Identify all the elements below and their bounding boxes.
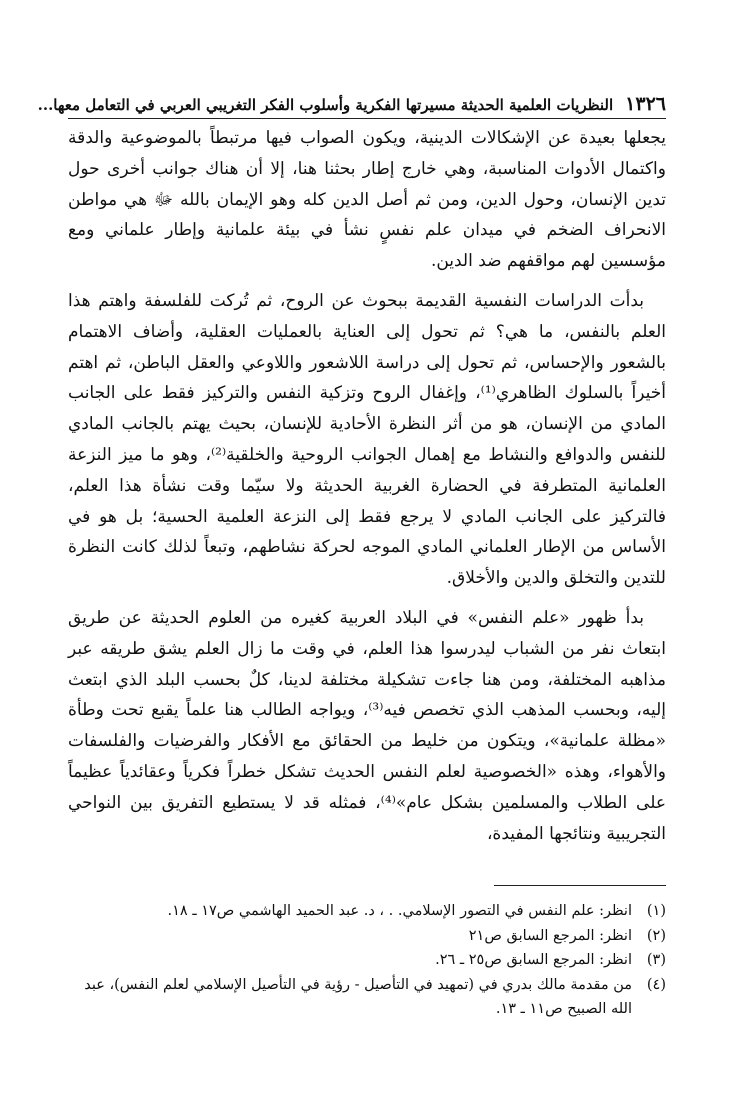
footnote-item (68, 899, 666, 924)
page-header (37, 82, 666, 119)
running-title: النظريات العلمية الحديثة مسيرتها الفكرية وأسلوب الفكر التغريبي العربي في التعامل معها... (37, 96, 614, 114)
footnote-item (68, 973, 666, 1022)
footnote-item (68, 924, 666, 949)
footnote-number: (٤) (646, 976, 666, 993)
footnote-text: انظر: المرجع السابق ص٢٥ ـ ٢٦. (435, 952, 632, 968)
paragraph: بدأ ظهور «علم النفس» في البلاد العربية كغيره من العلوم الحديثة عن طريق ابتعاث نفر من الشباب ليدرسوا هذا العلم، في وقت ما زال العلم يشق طريقه عبر مذاهبه المختلفة، ومن هنا جاءت تشكيلة مختلفة لدينا، كلٌ بحسب البلد الذي ابتعث إليه، وبحسب المذهب الذي تخصص فيه⁽³⁾، ويواجه الطالب هنا علماً يقبع تحت وطأة «مظلة علمانية»، ويتكون من خليط من الحقائق مع الأفكار والفرضيات والفلسفات والأهواء، وهذه «الخصوصية لعلم النفس الحديث تشكل خطراً فكرياً وعقائدياً عظيماً على الطلاب والمسلمين بشكل عام»⁽⁴⁾، فمثله قد لا يستطيع التفريق بين النواحي التجريبية ونتائجها المفيدة، (68, 607, 666, 844)
body-text (68, 123, 666, 858)
footnote-divider (494, 885, 666, 886)
paragraph: بدأت الدراسات النفسية القديمة ببحوث عن الروح، ثم تُركت للفلسفة واهتم هذا العلم بالنفس، ما هي؟ ثم تحول إلى العناية بالعمليات العقلية، وأضاف الاهتمام بالشعور والإحساس، ثم تحول إلى دراسة اللاشعور واللاوعي والعقل الباطن، ثم اهتم أخيراً بالسلوك الظاهري⁽¹⁾، وإغفال الروح وتزكية النفس والتركيز فقط على الجانب المادي من الإنسان، هو من أثر النظرة الأحادية للإنسان، بحيث يهتم بالجانب المادي للنفس والدوافع والنشاط مع إهمال الجوانب الروحية والخلقية⁽²⁾، وهو ما ميز النزعة العلمانية المتطرفة في الحضارة الغربية الحديثة ولا سيّما وقت نشأة هذا العلم، فالتركيز على الجانب المادي لا يرجع فقط إلى النزعة العلمية الحسية؛ بل هو في الأساس من الإطار العلماني المادي الموجه لحركة نشاطهم، وتبعاً لذلك كانت النظرة للتدين والتخلق والدين والأخلاق. (68, 290, 666, 589)
paragraph: يجعلها بعيدة عن الإشكالات الدينية، ويكون الصواب فيها مرتبطاً بالموضوعية والدقة واكتمال الأدوات المناسبة، وهي خارج إطار بحثنا هنا، إلا أن هناك جوانب أخرى حول تدين الإنسان، وحول الدين، ومن ثم أصل الدين كله وهو الإيمان بالله ﷻ هي مواطن الانحراف الضخم في ميدان علم نفسٍ نشأ في بيئة علمانية وإطار علماني ومع مؤسسين لهم مواقفهم ضد الدين. (68, 128, 666, 272)
footnotes (68, 899, 666, 1022)
page-number: ١٣٢٦ (625, 93, 666, 115)
footnote-text: انظر: المرجع السابق ص٢١ (468, 927, 632, 944)
footnote-number: (١) (646, 903, 666, 919)
footnote-number: (٢) (646, 927, 666, 944)
footnote-number: (٣) (646, 952, 666, 968)
footnote-text: من مقدمة مالك بدري في (تمهيد في التأصيل - رؤية في التأصيل الإسلامي لعلم النفس)، عبد الله الصبيح ص١١ ـ ١٣. (84, 976, 632, 1017)
footnote-text: انظر: علم النفس في التصور الإسلامي. . ، د. عبد الحميد الهاشمي ص١٧ ـ ١٨. (167, 903, 632, 919)
footnote-item (68, 948, 666, 973)
